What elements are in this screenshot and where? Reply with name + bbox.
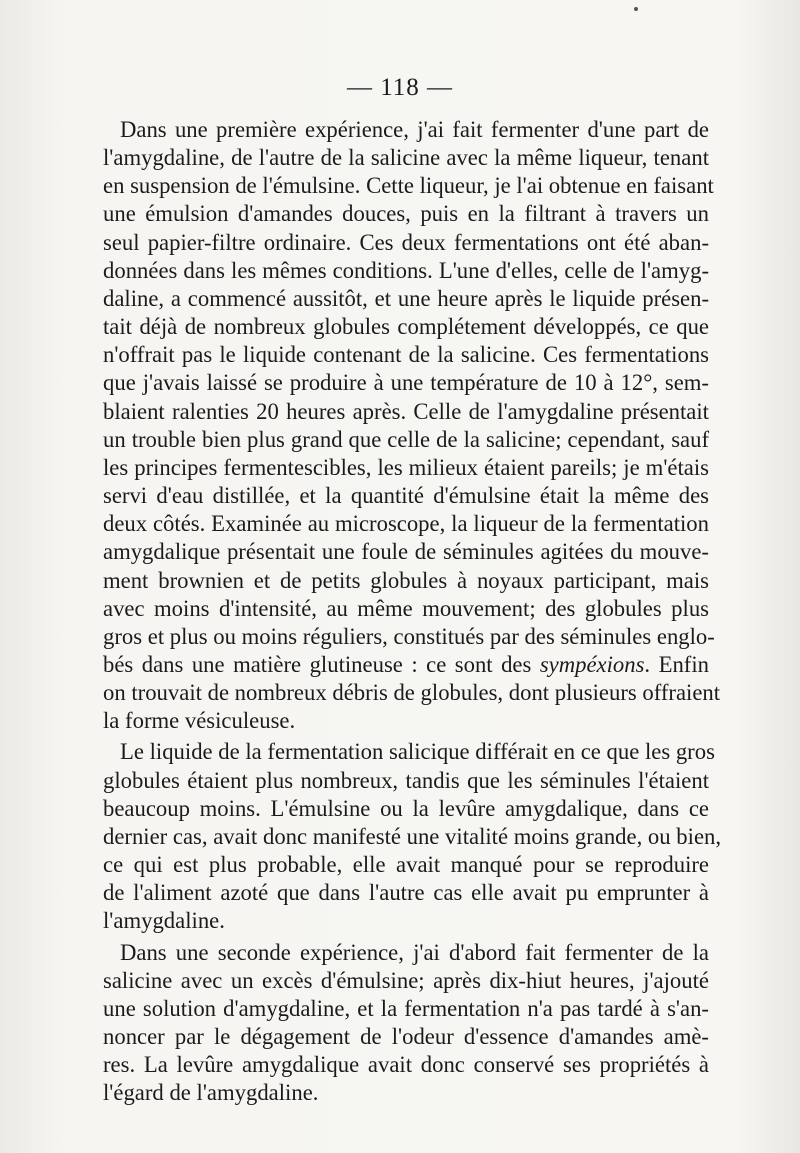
text-line: ment brownien et de petits globules à noyaux participant, mais [103,567,709,593]
paragraph [103,116,721,735]
text-line: une solution d'amygdaline, et la fermentation n'a pas tardé à s'an- [103,995,709,1021]
text-line: seul papier-filtre ordinaire. Ces deux fermentations ont été aban- [103,229,709,255]
text-line: n'offrait pas le liquide contenant de la salicine. Ces fermentations [103,342,709,368]
text-line: salicine avec un excès d'émulsine; après dix-hiut heures, j'ajouté [103,967,709,993]
text-line: l'amygdaline. [103,908,225,934]
text-line: de l'aliment azoté que dans l'autre cas elle avait pu emprunter à [103,880,709,906]
text-line: beaucoup moins. L'émulsine ou la levûre amygdalique, dans ce [103,795,709,821]
text-line: Dans une seconde expérience, j'ai d'abord fait fermenter de la [120,939,709,965]
text-line: la forme vésiculeuse. [103,708,296,734]
ink-speck [634,7,638,11]
text-line: res. La levûre amygdalique avait donc conservé ses propriétés à [103,1052,709,1078]
text-line: amygdalique présentait une foule de séminules agitées du mouve- [103,539,709,565]
text-line: un trouble bien plus grand que celle de la salicine; cependant, sauf [103,426,709,452]
page-number: — 118 — [346,74,454,101]
text-line: dernier cas, avait donc manifesté une vitalité moins grande, ou bien, [103,823,722,849]
text-line: l'amygdaline, de l'autre de la salicine avec la même liqueur, tenant [103,145,709,171]
text-line: Le liquide de la fermentation salicique différait en ce que les gros [120,739,715,765]
text-line: en suspension de l'émulsine. Cette liqueur, je l'ai obtenue en faisant [103,173,714,199]
text-line: avec moins d'intensité, au même mouvement; des globules plus [103,595,709,621]
text-line: tait déjà de nombreux globules complétement développés, ce que [103,314,709,340]
text-line: on trouvait de nombreux débris de globules, dont plusieurs offraient [103,680,721,706]
text-line: ce qui est plus probable, elle avait manqué pour se reproduire [103,852,709,878]
text-line: données dans les mêmes conditions. L'une d'elles, celle de l'amyg- [103,257,709,283]
text-line: globules étaient plus nombreux, tandis que les séminules l'étaient [103,767,709,793]
text-line: l'égard de l'amygdaline. [103,1080,319,1106]
body-text [103,116,722,1107]
text-line: servi d'eau distillée, et la quantité d'émulsine était la même des [103,483,709,509]
text-line: Dans une première expérience, j'ai fait fermenter d'une part de [120,117,709,142]
text-line: deux côtés. Examinée au microscope, la liqueur de la fermentation [103,511,709,537]
text-line: gros et plus ou moins réguliers, constitués par des séminules englo- [103,623,715,649]
text-line: les principes fermentescibles, les milieux étaient pareils; je m'étais [103,454,709,480]
text-line: bés dans une matière glutineuse : ce sont des sympéxions. Enfin [103,651,709,677]
text-line: daline, a commencé aussitôt, et une heure après le liquide présen- [103,285,709,311]
paragraph [103,738,722,935]
text-line: noncer par le dégagement de l'odeur d'essence d'amandes amè- [103,1024,709,1049]
text-line: blaient ralenties 20 heures après. Celle de l'amygdaline présentait [103,398,709,424]
text-line: une émulsion d'amandes douces, puis en la filtrant à travers un [103,201,709,227]
text-line: que j'avais laissé se produire à une température de 10 à 12°, sem- [103,370,709,396]
paragraph [103,939,709,1108]
